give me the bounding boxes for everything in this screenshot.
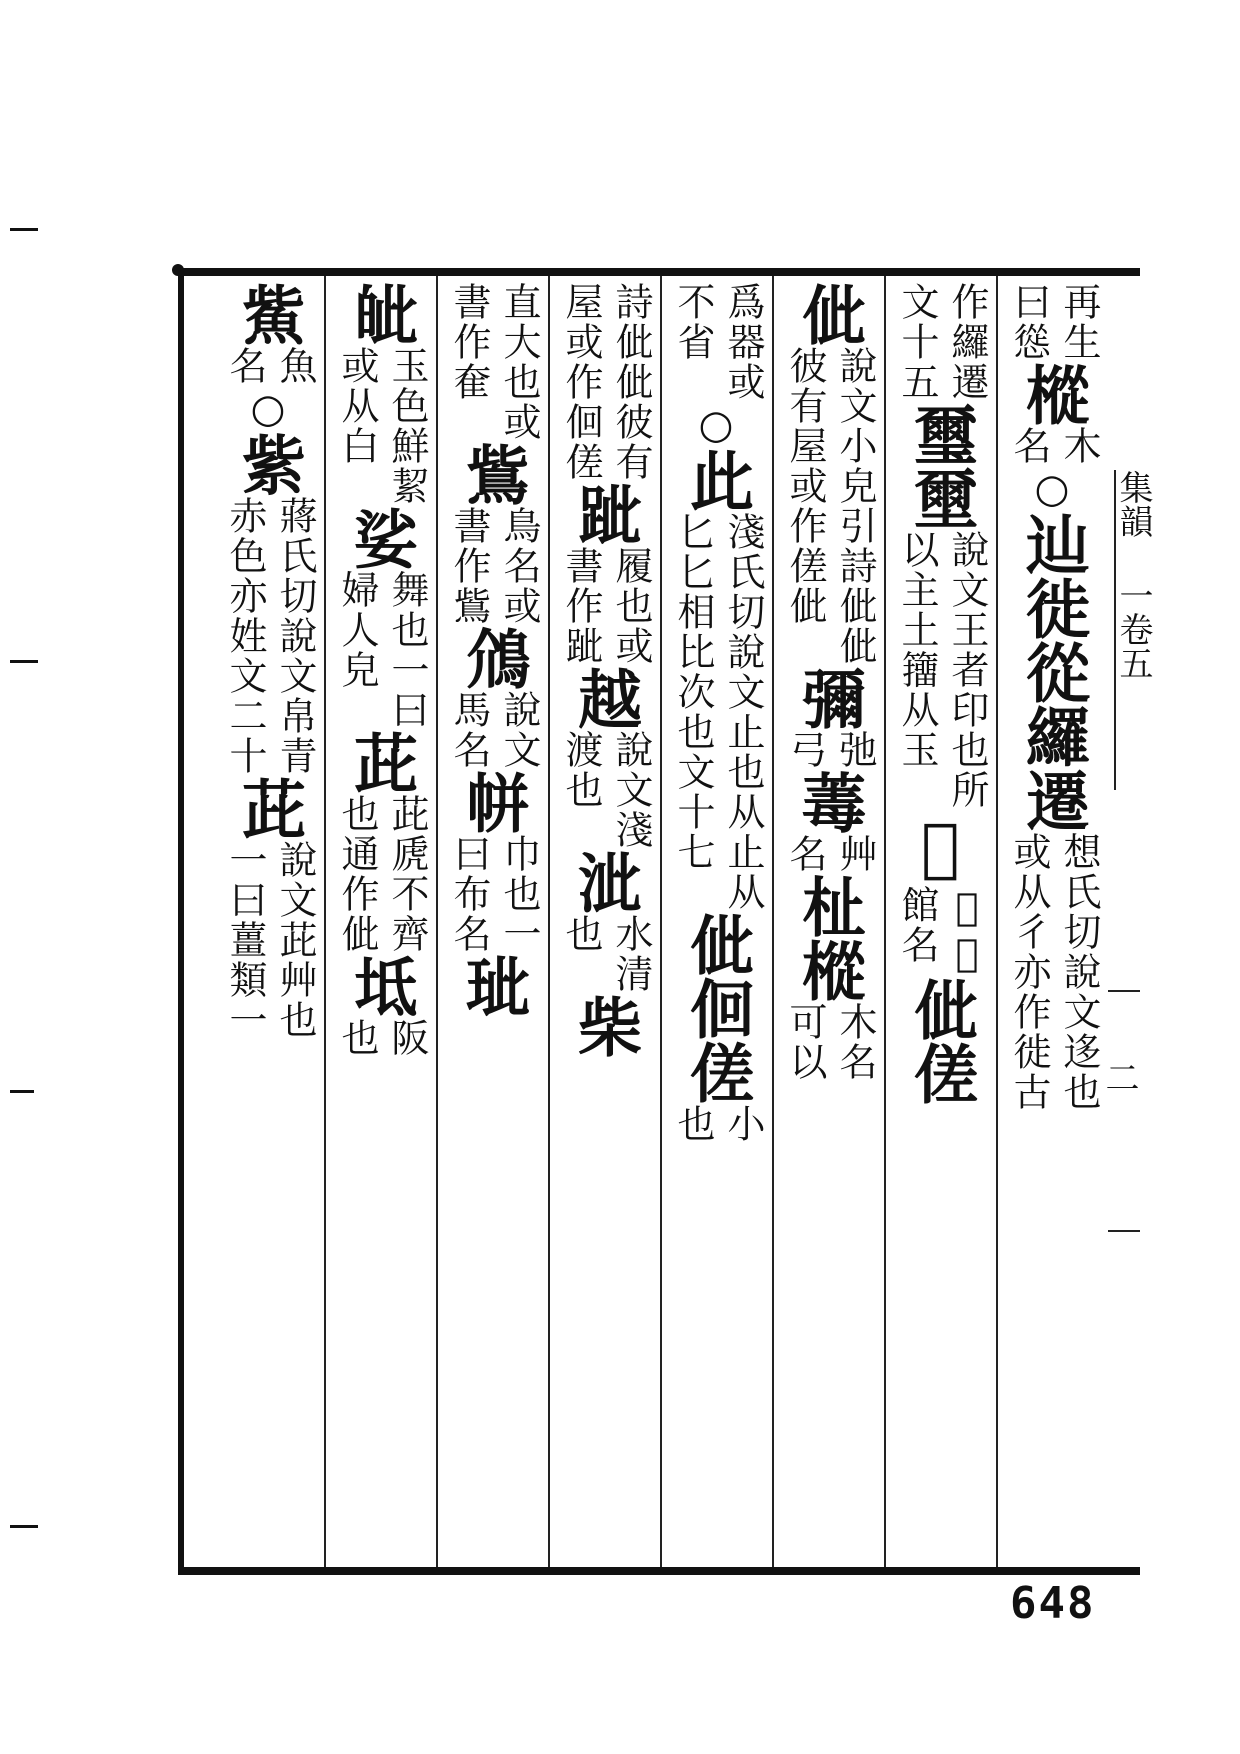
gloss-line: 一曰薑類一 (223, 840, 267, 1040)
gloss (328, 1018, 432, 1058)
gloss-line: 名 (1007, 426, 1051, 466)
text-column (664, 282, 768, 1562)
headword: 此 (679, 448, 754, 512)
gloss-line: 鳥名或 (497, 506, 541, 626)
headword: 彌 (791, 666, 866, 730)
side-tick (1108, 990, 1140, 992)
gloss-line: 詩佌佌彼有 (609, 282, 653, 482)
gloss-line: 作纙遷 (945, 282, 989, 402)
text-column (1000, 282, 1104, 1562)
gloss (888, 282, 992, 402)
gloss-line: 或从白 (335, 346, 379, 466)
gloss (440, 690, 544, 770)
gloss (776, 834, 880, 874)
headword: 柴 (567, 994, 642, 1058)
gloss-line: 直大也或 (497, 282, 541, 442)
headword: 坻 (343, 954, 418, 1018)
gloss (552, 730, 656, 850)
gloss (216, 840, 320, 1040)
gloss-line: 也通作佌 (335, 794, 379, 954)
headword: 皉 (343, 282, 418, 346)
gloss-line: 不省 (671, 282, 715, 362)
gloss (1000, 426, 1104, 466)
side-tick (1108, 1230, 1140, 1232)
gloss (440, 834, 544, 954)
gloss-line: 說文茈艸也 (273, 840, 317, 1040)
headword: 帡 (455, 770, 530, 834)
column-rule (884, 276, 886, 1567)
gloss-line: 巾也一 (497, 834, 541, 954)
circle-marker: ○ (245, 386, 291, 432)
text-column (328, 282, 432, 1562)
column-rule (772, 276, 774, 1567)
headword: 娑 (343, 506, 418, 570)
gloss-line: 婦人皃 (335, 570, 379, 690)
gloss-line: 舞也一曰 (385, 570, 429, 730)
gloss-line: 說文小皃引詩佌佌 (833, 346, 877, 666)
margin-mark (10, 1090, 34, 1093)
gloss-line: 淺氏切說文止也从止从 (721, 512, 765, 912)
headword: 佌 (791, 282, 866, 346)
column-rule (996, 276, 998, 1567)
gloss (440, 282, 544, 442)
side-label-2: 二 (1099, 1060, 1139, 1094)
gloss-line: 或从彳亦作徙古 (1007, 832, 1051, 1112)
gloss-line: 說文 (497, 690, 541, 770)
gloss-line: 木 (1057, 426, 1101, 466)
gloss-line: 再生 (1057, 282, 1101, 362)
headword: 璽壐 (903, 402, 978, 530)
gloss-line: 可以 (783, 1002, 827, 1082)
gloss-line: 說文王者印也所 (945, 530, 989, 810)
text-column (216, 282, 320, 1562)
frame-left-border (178, 268, 184, 1575)
gloss (776, 1002, 880, 1082)
frame-bottom-border (178, 1567, 1140, 1575)
margin-mark (10, 228, 38, 231)
gloss-line: 小 (721, 1104, 765, 1144)
column-rule (436, 276, 438, 1567)
gloss-line: 也 (671, 1104, 715, 1144)
gloss (664, 1104, 768, 1144)
gloss-line: 艸 (833, 834, 877, 874)
headword: 跐 (567, 482, 642, 546)
gloss (776, 730, 880, 770)
gloss-line: 玉色鮮絜 (385, 346, 429, 506)
gloss-line: 弓 (783, 730, 827, 770)
headword: 䲸 (455, 626, 530, 690)
gloss-line: 說文淺 (609, 730, 653, 850)
headword: 𧆛 (903, 810, 978, 885)
gloss-line: 彼有屋或作傞佌 (783, 346, 827, 626)
gloss (328, 570, 432, 730)
circle-marker: ○ (693, 402, 739, 448)
gloss (888, 530, 992, 810)
gloss-line: 弛 (833, 730, 877, 770)
gloss (1000, 282, 1104, 362)
headword: 鮆 (231, 282, 306, 346)
headword: 䓯 (791, 770, 866, 834)
headword: 紫 (231, 432, 306, 496)
frame-corner-dot (172, 264, 184, 276)
gloss-line: 爲器或 (721, 282, 765, 402)
gloss-line: 阪 (385, 1018, 429, 1058)
headword: 佌傞 (903, 977, 978, 1105)
gloss-line: 茈虒不齊 (385, 794, 429, 954)
column-rule (324, 276, 326, 1567)
gloss (552, 282, 656, 482)
gloss-line: 也 (559, 914, 603, 954)
gloss-line: 想氏切說文迻也 (1057, 832, 1101, 1112)
frame-top-border (178, 268, 1140, 276)
headword: 玼 (455, 954, 530, 1018)
gloss-line: 水清 (609, 914, 653, 994)
gloss (888, 885, 992, 977)
headword: 辿徙從纙遷 (1015, 512, 1090, 832)
headword: 杫樅 (791, 874, 866, 1002)
gloss (440, 506, 544, 626)
headword: 佌佪傞 (679, 912, 754, 1104)
gloss (552, 914, 656, 994)
text-column (776, 282, 880, 1562)
gloss (664, 282, 768, 402)
text-column (888, 282, 992, 1562)
side-label: 集韻 一卷五 (1114, 470, 1148, 790)
headword: 茈 (231, 776, 306, 840)
gloss-line: 蔣氏切說文帛青 (273, 496, 317, 776)
gloss (776, 346, 880, 666)
gloss-line: 木名 (833, 1002, 877, 1082)
page-number: 648 (1010, 1578, 1096, 1629)
margin-mark (10, 1525, 38, 1528)
gloss-line: 館名 (895, 885, 939, 965)
headword: 鴜 (455, 442, 530, 506)
gloss-line: 書作鴜 (447, 506, 491, 626)
gloss (216, 496, 320, 776)
gloss (328, 346, 432, 506)
gloss (664, 512, 768, 912)
text-column (440, 282, 544, 1562)
text-column (552, 282, 656, 1562)
headword: 茈 (343, 730, 418, 794)
gloss-line: 曰慫 (1007, 282, 1051, 362)
gloss-line: 赤色亦姓文二十 (223, 496, 267, 776)
gloss-line: 書作奞 (447, 282, 491, 402)
gloss-line: 馬名 (447, 690, 491, 770)
gloss (1000, 832, 1104, 1112)
gloss (328, 794, 432, 954)
circle-marker: ○ (1029, 466, 1075, 512)
margin-mark (10, 660, 38, 663)
gloss-line: 匕匕相比次也文十七 (671, 512, 715, 872)
gloss-line: 履也或 (609, 546, 653, 666)
headword: 越 (567, 666, 642, 730)
gloss (552, 546, 656, 666)
headword: 樅 (1015, 362, 1090, 426)
gloss-line: 以主土籒从玉 (895, 530, 939, 770)
gloss-line: 書作跐 (559, 546, 603, 666)
gloss-line: 文十五 (895, 282, 939, 402)
gloss-line: 渡也 (559, 730, 603, 810)
gloss-line: 𧆛氏 (945, 885, 989, 977)
gloss-line: 魚 (273, 346, 317, 386)
column-rule (660, 276, 662, 1567)
gloss-line: 名 (223, 346, 267, 386)
gloss-line: 名 (783, 834, 827, 874)
headword: 泚 (567, 850, 642, 914)
gloss-line: 屋或作佪傞 (559, 282, 603, 482)
gloss-line: 也 (335, 1018, 379, 1058)
gloss (216, 346, 320, 386)
column-rule (548, 276, 550, 1567)
gloss-line: 曰布名 (447, 834, 491, 954)
